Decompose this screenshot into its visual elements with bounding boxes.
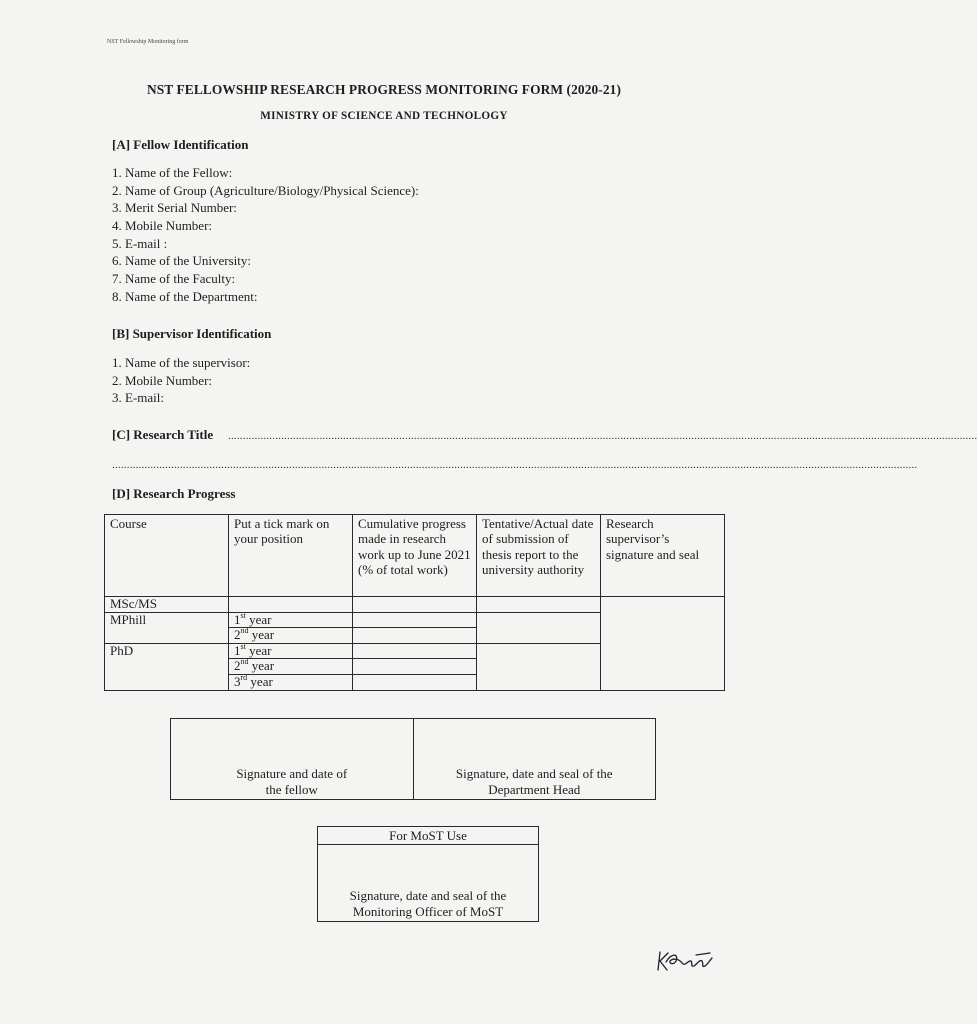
year-3-cell: 3rd year — [229, 674, 353, 690]
faculty-field: 7. Name of the Faculty: — [112, 271, 236, 287]
fellow-mobile-field: 4. Mobile Number: — [112, 218, 213, 234]
research-title-dotted-line: .............................................................................................................................................................................................................................................................. — [228, 430, 977, 442]
fellow-identification-list — [112, 164, 419, 306]
department-field: 8. Name of the Department: — [112, 288, 258, 304]
form-title: NST FELLOWSHIP RESEARCH PROGRESS MONITORING FORM (2020-21) — [146, 82, 622, 97]
progress-cell — [353, 597, 477, 613]
course-phd: PhD — [105, 643, 229, 690]
handwritten-signature — [652, 944, 716, 978]
signature-box — [170, 718, 656, 800]
research-title-dotted-line-2: ................................................................................................................................................................................................................................................................................. — [112, 459, 918, 471]
col-tick-mark: Put a tick mark on your position — [229, 515, 353, 597]
research-progress-heading: [D] Research Progress — [112, 486, 236, 501]
table-header-row — [105, 515, 725, 597]
col-submission-date: Tentative/Actual date of submission of thesis report to the university authority — [477, 515, 601, 597]
progress-cell — [353, 659, 477, 675]
ministry-name: MINISTRY OF SCIENCE AND TECHNOLOGY — [260, 110, 508, 122]
col-cumulative-progress: Cumulative progress made in research work up to June 2021 (% of total work) — [353, 515, 477, 597]
date-cell — [477, 597, 601, 613]
group-name-field: 2. Name of Group (Agriculture/Biology/Physical Science): — [112, 182, 419, 198]
university-field: 6. Name of the University: — [112, 253, 251, 269]
merit-serial-field: 3. Merit Serial Number: — [112, 200, 237, 216]
fellow-signature-cell — [171, 719, 413, 799]
year-1-cell: 1st year — [229, 612, 353, 628]
fellow-name-field: 1. Name of the Fellow: — [112, 165, 233, 180]
progress-cell — [353, 643, 477, 659]
research-title-heading — [112, 427, 213, 443]
date-cell — [477, 643, 601, 690]
tick-cell — [229, 597, 353, 613]
research-progress-table — [104, 514, 725, 691]
fellow-identification-heading: [A] Fellow Identification — [112, 137, 249, 152]
supervisor-email-field: 3. E-mail: — [112, 390, 164, 406]
progress-cell — [353, 612, 477, 628]
course-mphil: MPhill — [105, 612, 229, 643]
year-2-cell: 2nd year — [229, 659, 353, 675]
progress-cell — [353, 628, 477, 644]
most-use-box — [317, 826, 539, 922]
most-use-header: For MoST Use — [318, 827, 538, 845]
fellow-signature-label: Signature and date of the fellow — [236, 766, 348, 797]
dept-head-signature-cell — [413, 719, 656, 799]
year-2-cell: 2nd year — [229, 628, 353, 644]
monitoring-officer-signature-label: Signature, date and seal of the Monitoring Officer of MoST — [349, 888, 507, 919]
supervisor-signature-cell — [601, 597, 725, 691]
table-row-msc — [105, 597, 725, 613]
supervisor-mobile-field: 2. Mobile Number: — [112, 372, 213, 388]
fellow-email-field: 5. E-mail : — [112, 235, 168, 251]
course-msc: MSc/MS — [105, 597, 229, 613]
research-title-label: [C] Research Title — [112, 427, 214, 442]
year-1-cell: 1st year — [229, 643, 353, 659]
col-supervisor-signature: Research supervisor’s signature and seal — [601, 515, 725, 597]
supervisor-name-field: 1. Name of the supervisor: — [112, 355, 251, 370]
date-cell — [477, 612, 601, 643]
supervisor-identification-list — [112, 354, 250, 407]
col-course: Course — [105, 515, 229, 597]
progress-cell — [353, 674, 477, 690]
running-head: NST Fellowship Monitoring form — [107, 39, 189, 45]
dept-head-signature-label: Signature, date and seal of the Department Head — [455, 766, 613, 797]
supervisor-identification-heading: [B] Supervisor Identification — [112, 326, 272, 341]
